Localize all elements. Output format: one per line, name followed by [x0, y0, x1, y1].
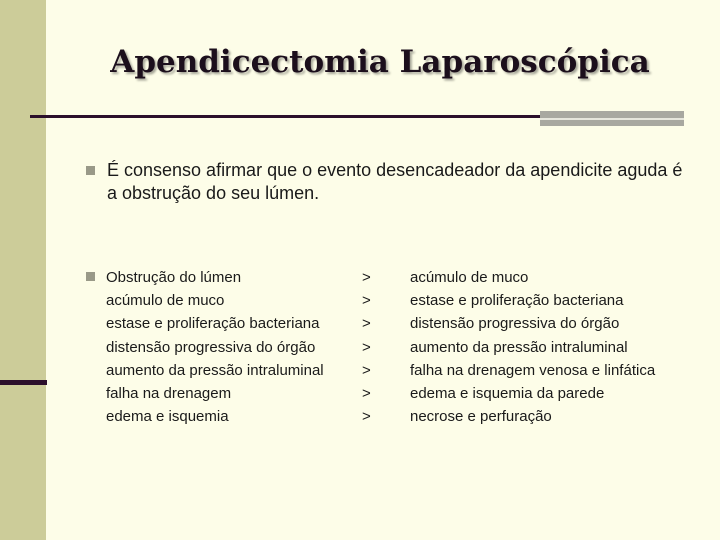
effect-item: aumento da pressão intraluminal — [410, 338, 628, 356]
effect-item: estase e proliferação bacteriana — [410, 292, 624, 310]
effect-item: falha na drenagem venosa e linfática — [410, 361, 656, 379]
causes-column — [106, 266, 324, 428]
arrow-symbol: > — [362, 269, 371, 286]
effect-item: necrose e perfuração — [410, 408, 552, 426]
effect-item: distensão progressiva do órgão — [410, 315, 620, 333]
arrow-symbol: > — [362, 338, 371, 356]
cause-item: acúmulo de muco — [106, 292, 225, 310]
arrow-symbol: > — [362, 315, 371, 333]
cause-item: aumento da pressão intraluminal — [106, 361, 324, 379]
sidebar-accent-line — [0, 380, 47, 385]
bullet-square-icon — [86, 166, 95, 175]
effect-item: edema e isquemia da parede — [410, 385, 605, 403]
arrows-column — [362, 266, 371, 428]
slide-title: Apendicectomia Laparoscópica — [110, 44, 650, 80]
effects-column — [410, 266, 655, 428]
arrow-symbol: > — [362, 292, 371, 310]
effect-item: acúmulo de muco — [410, 269, 529, 286]
arrow-symbol: > — [362, 385, 371, 403]
left-sidebar-band — [0, 0, 46, 540]
bullet-square-icon — [86, 272, 95, 281]
arrow-symbol: > — [362, 408, 371, 426]
bullet-paragraph: É consenso afirmar que o evento desencadeador da apendicite aguda é a obstrução do seu lúmen. — [107, 160, 683, 203]
cause-item: distensão progressiva do órgão — [106, 338, 316, 356]
cause-item: estase e proliferação bacteriana — [106, 315, 320, 333]
arrow-symbol: > — [362, 361, 371, 379]
cause-item: edema e isquemia — [106, 408, 229, 426]
cause-item: Obstrução do lúmen — [106, 269, 242, 286]
title-divider-accent — [540, 111, 684, 126]
cause-item: falha na drenagem — [106, 385, 232, 403]
